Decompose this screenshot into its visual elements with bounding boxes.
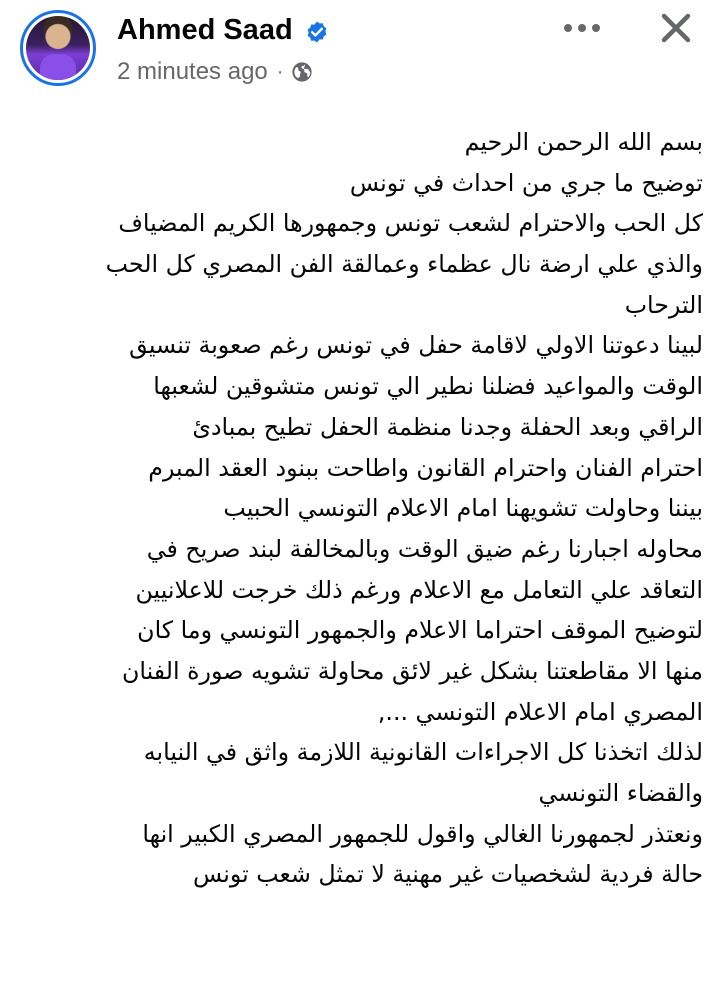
post-meta bbox=[117, 56, 313, 88]
post-time[interactable]: 2 minutes ago bbox=[117, 58, 268, 85]
more-options-button[interactable] bbox=[562, 10, 602, 46]
post-header bbox=[0, 0, 711, 100]
post-text-line: محاوله اجبارنا رغم ضيق الوقت وبالمخالفة لبند صريح في bbox=[146, 534, 703, 563]
meta-separator: · bbox=[276, 60, 284, 83]
post-text-line: الوقت والمواعيد فضلنا نطير الي تونس متشوقين لشعبها bbox=[153, 372, 703, 401]
post-text-line: توضيح ما جري من احداث في تونس bbox=[349, 168, 703, 197]
close-icon bbox=[660, 12, 692, 44]
post-text-line: الراقي وبعد الحفلة وجدنا منظمة الحفل تطيح بمبادئ bbox=[192, 412, 703, 441]
post-text-line: المصري امام الاعلام التونسي ..., bbox=[377, 697, 703, 726]
verified-badge-icon bbox=[305, 20, 329, 44]
post-text-line: ونعتذر لجمهورنا الغالي واقول للجمهور المصري الكبير انها bbox=[142, 819, 703, 848]
post-text-line: كل الحب والاحترام لشعب تونس وجمهورها الكريم المضياف bbox=[118, 209, 703, 238]
post-text-line: منها الا مقاطعتنا بشكل غير لائق محاولة تشويه صورة الفنان bbox=[121, 656, 703, 685]
profile-photo bbox=[26, 16, 90, 80]
post-text-line: حالة فردية لشخصيات غير مهنية لا تمثل شعب تونس bbox=[192, 860, 703, 889]
close-button[interactable] bbox=[654, 8, 698, 48]
post-text-line: التعاقد علي التعامل مع الاعلام ورغم ذلك خرجت للاعلانيين bbox=[135, 575, 703, 604]
post-text-line: والقضاء التونسي bbox=[538, 779, 703, 807]
avatar[interactable] bbox=[20, 10, 96, 86]
post-text-line: لبينا دعوتنا الاولي لاقامة حفل في تونس رغم صعوبة تنسيق bbox=[129, 331, 703, 360]
post-text bbox=[0, 122, 703, 895]
post-text-line: بسم الله الرحمن الرحيم bbox=[464, 128, 703, 156]
post-text-line: لتوضيح الموقف احتراما الاعلام والجمهور التونسي وما كان bbox=[137, 616, 703, 645]
more-dots-icon bbox=[562, 22, 602, 34]
post-text-line: بيننا وحاولت تشويهنا امام الاعلام التونسي الحبيب bbox=[223, 494, 703, 523]
post-text-line: والذي علي ارضة نال عظماء وعمالقة الفن المصري كل الحب bbox=[105, 250, 703, 279]
post-text-line: احترام الفنان واحترام القانون واطاحت ببنود العقد المبرم bbox=[148, 453, 703, 482]
post-text-line: لذلك اتخذنا كل الاجراءات القانونية اللازمة واثق في النيابه bbox=[143, 738, 703, 767]
post-text-line: الترحاب bbox=[624, 290, 703, 319]
globe-icon[interactable] bbox=[291, 61, 313, 83]
author-name[interactable]: Ahmed Saad bbox=[117, 14, 293, 46]
